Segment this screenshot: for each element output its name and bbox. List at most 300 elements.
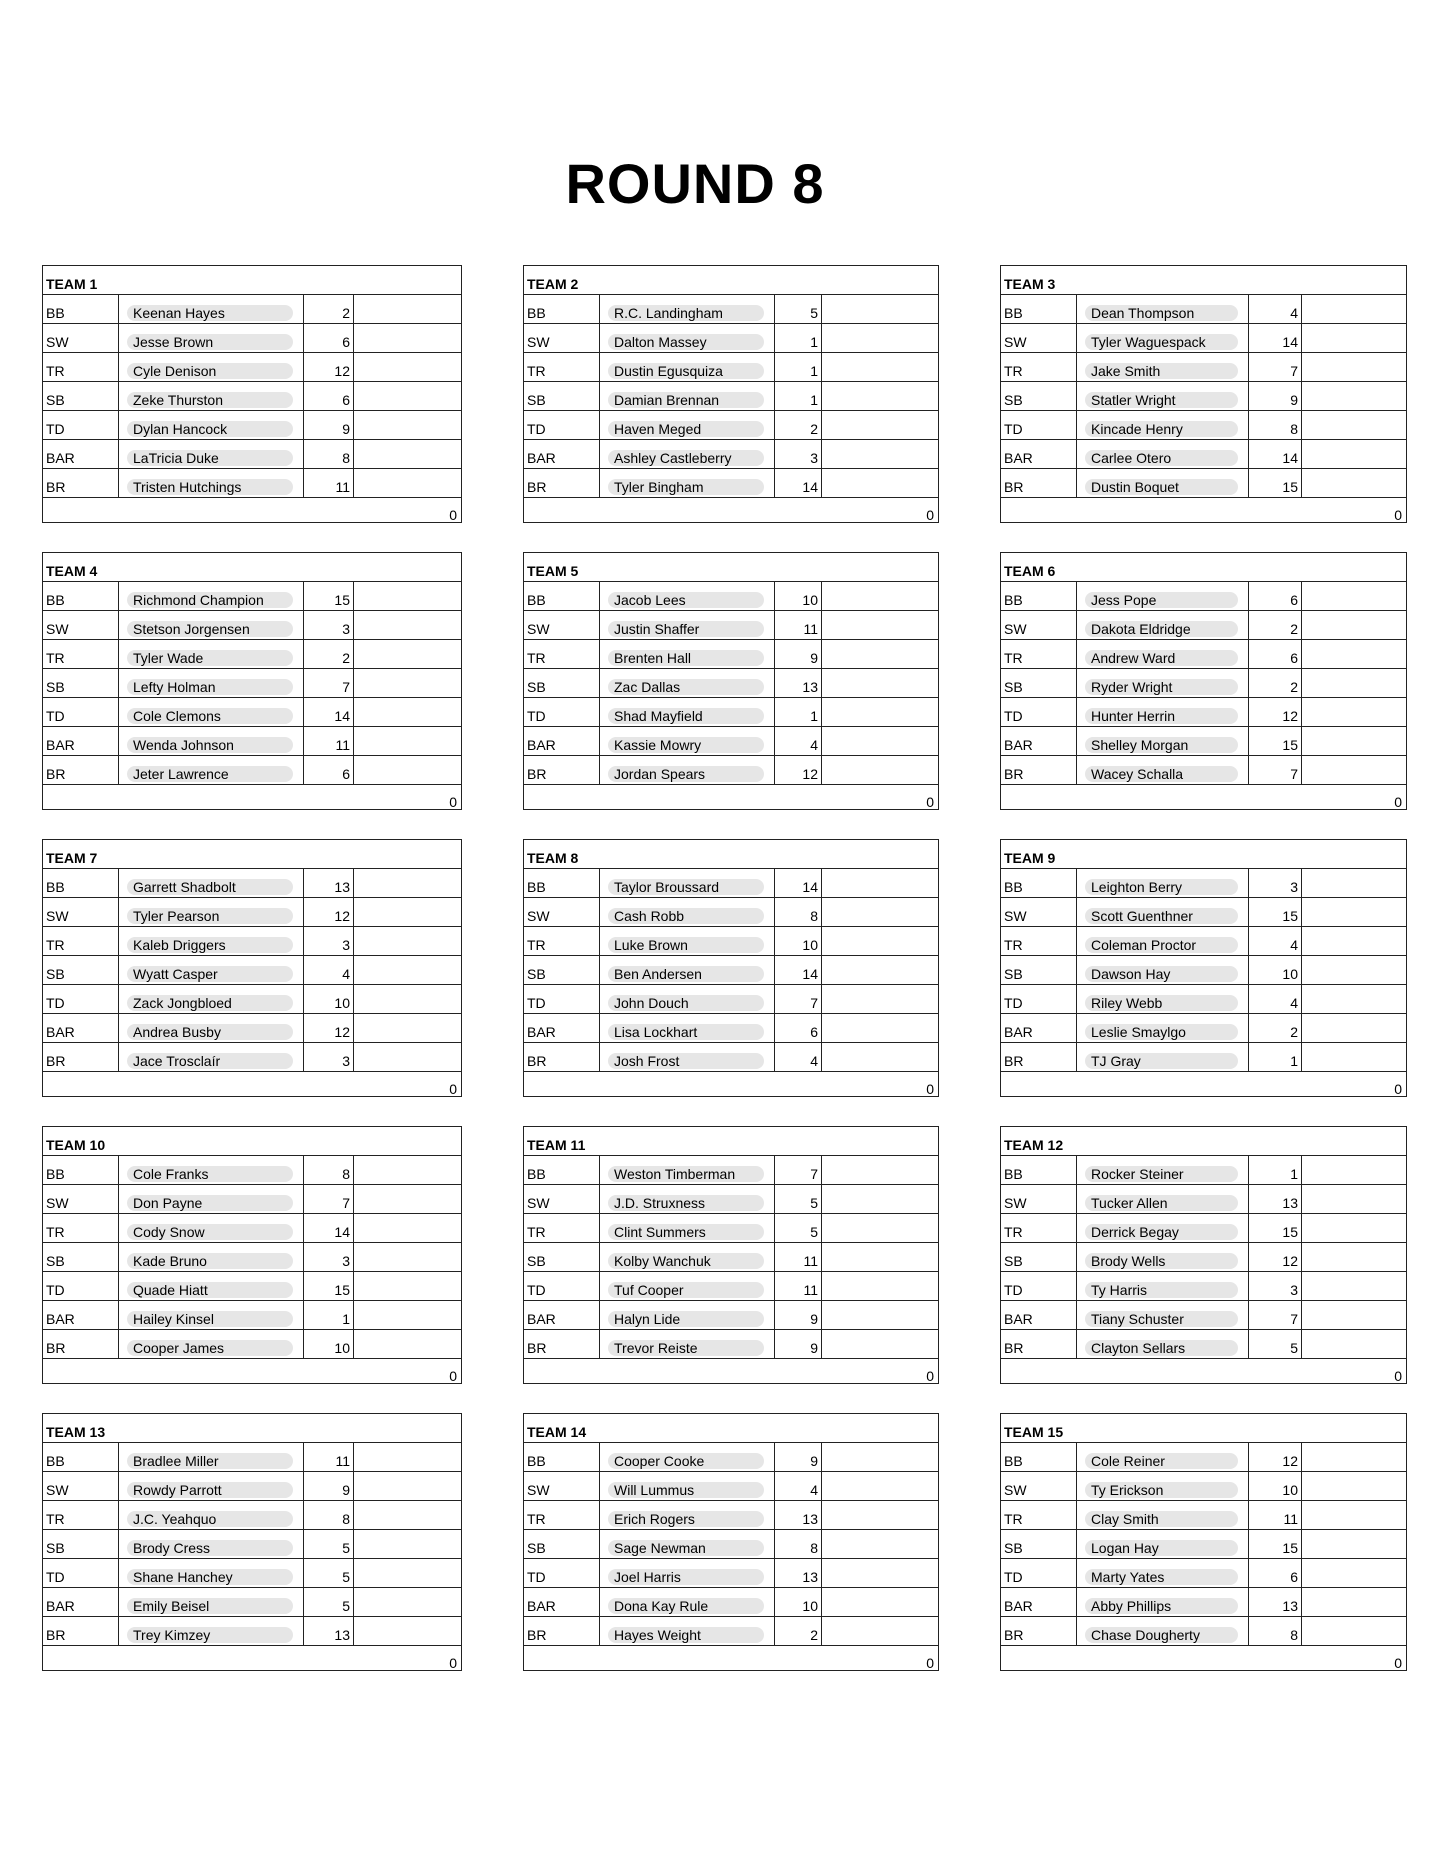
player-cell[interactable]: [119, 640, 304, 668]
score-cell[interactable]: [822, 1243, 938, 1271]
player-cell[interactable]: [119, 927, 304, 955]
player-cell[interactable]: [119, 1559, 304, 1587]
player-name: Marty Yates: [1085, 1569, 1238, 1585]
player-cell[interactable]: [119, 440, 304, 468]
player-cell[interactable]: [119, 669, 304, 697]
table-row: [524, 469, 938, 498]
score-cell[interactable]: [1302, 898, 1406, 926]
score-cell[interactable]: [822, 1472, 938, 1500]
player-cell[interactable]: [119, 756, 304, 784]
team-name: TEAM 1: [43, 266, 461, 295]
score-cell[interactable]: [1302, 382, 1406, 410]
player-cell[interactable]: [1077, 869, 1249, 897]
score-cell[interactable]: [822, 869, 938, 897]
table-row: [524, 985, 938, 1014]
player-cell[interactable]: [1077, 1185, 1249, 1213]
score-cell[interactable]: [1302, 869, 1406, 897]
player-cell[interactable]: [600, 640, 775, 668]
score-cell[interactable]: [354, 640, 461, 668]
event-code: BB: [1001, 582, 1077, 610]
player-cell[interactable]: [119, 1043, 304, 1071]
event-code: BR: [43, 1330, 119, 1358]
score-cell[interactable]: [354, 985, 461, 1013]
score-cell[interactable]: [822, 1330, 938, 1358]
player-cell[interactable]: [600, 582, 775, 610]
player-cell[interactable]: [119, 1472, 304, 1500]
score-cell[interactable]: [354, 1472, 461, 1500]
player-cell[interactable]: [600, 956, 775, 984]
score-cell[interactable]: [822, 1530, 938, 1558]
draw-number: 14: [775, 469, 822, 497]
score-cell[interactable]: [1302, 1156, 1406, 1184]
player-cell[interactable]: [119, 611, 304, 639]
player-cell[interactable]: [1077, 1214, 1249, 1242]
score-cell[interactable]: [822, 382, 938, 410]
player-cell[interactable]: [600, 1472, 775, 1500]
score-cell[interactable]: [1302, 611, 1406, 639]
player-cell[interactable]: [600, 1559, 775, 1587]
score-cell[interactable]: [354, 956, 461, 984]
score-cell[interactable]: [354, 582, 461, 610]
draw-number: 13: [775, 1559, 822, 1587]
player-cell[interactable]: [1077, 1472, 1249, 1500]
player-cell[interactable]: [600, 1301, 775, 1329]
table-row: [1001, 1243, 1406, 1272]
player-cell[interactable]: [119, 1185, 304, 1213]
player-name: Logan Hay: [1085, 1540, 1238, 1556]
event-code: TD: [43, 698, 119, 726]
player-cell[interactable]: [1077, 1014, 1249, 1042]
table-row: [43, 898, 461, 927]
score-cell[interactable]: [354, 353, 461, 381]
player-cell[interactable]: [1077, 440, 1249, 468]
team-total: 0: [926, 1368, 934, 1384]
player-cell[interactable]: [119, 1530, 304, 1558]
player-cell[interactable]: [600, 353, 775, 381]
player-cell[interactable]: [600, 698, 775, 726]
score-cell[interactable]: [822, 1156, 938, 1184]
score-cell[interactable]: [1302, 324, 1406, 352]
player-cell[interactable]: [1077, 956, 1249, 984]
player-cell[interactable]: [119, 1272, 304, 1300]
draw-number: 12: [775, 756, 822, 784]
player-cell[interactable]: [600, 1014, 775, 1042]
score-cell[interactable]: [822, 1501, 938, 1529]
player-cell[interactable]: [119, 727, 304, 755]
draw-number: 4: [775, 1043, 822, 1071]
table-row: [1001, 869, 1406, 898]
player-cell[interactable]: [600, 324, 775, 352]
event-code: BB: [43, 869, 119, 897]
player-cell[interactable]: [1077, 1588, 1249, 1616]
event-code: SB: [43, 1530, 119, 1558]
player-cell[interactable]: [1077, 1443, 1249, 1471]
score-cell[interactable]: [1302, 1014, 1406, 1042]
player-name: Kaleb Driggers: [127, 937, 293, 953]
draw-number: 12: [1249, 1243, 1302, 1271]
player-cell[interactable]: [119, 1214, 304, 1242]
table-row: [1001, 1272, 1406, 1301]
player-cell[interactable]: [600, 1043, 775, 1071]
score-cell[interactable]: [822, 1301, 938, 1329]
score-cell[interactable]: [1302, 698, 1406, 726]
player-cell[interactable]: [600, 756, 775, 784]
player-cell[interactable]: [119, 898, 304, 926]
event-code: SW: [43, 898, 119, 926]
score-cell[interactable]: [822, 1443, 938, 1471]
score-cell[interactable]: [822, 727, 938, 755]
draw-number: 13: [304, 869, 354, 897]
score-cell[interactable]: [1302, 440, 1406, 468]
score-cell[interactable]: [822, 898, 938, 926]
score-cell[interactable]: [1302, 295, 1406, 323]
score-cell[interactable]: [1302, 1043, 1406, 1071]
player-cell[interactable]: [1077, 1043, 1249, 1071]
player-name: Taylor Broussard: [608, 879, 764, 895]
score-cell[interactable]: [354, 756, 461, 784]
score-cell[interactable]: [1302, 1272, 1406, 1300]
event-code: SB: [43, 382, 119, 410]
player-cell[interactable]: [119, 1501, 304, 1529]
score-cell[interactable]: [1302, 756, 1406, 784]
score-cell[interactable]: [822, 669, 938, 697]
player-cell[interactable]: [119, 1588, 304, 1616]
score-cell[interactable]: [1302, 927, 1406, 955]
team-table: [1000, 839, 1407, 1097]
score-cell[interactable]: [822, 1214, 938, 1242]
score-cell[interactable]: [354, 1156, 461, 1184]
draw-number: 10: [304, 1330, 354, 1358]
player-cell[interactable]: [119, 411, 304, 439]
table-row: [524, 927, 938, 956]
score-cell[interactable]: [354, 1330, 461, 1358]
event-code: BAR: [43, 1588, 119, 1616]
player-name: Don Payne: [127, 1195, 293, 1211]
player-cell[interactable]: [600, 1330, 775, 1358]
score-cell[interactable]: [354, 440, 461, 468]
score-cell[interactable]: [1302, 727, 1406, 755]
player-cell[interactable]: [1077, 582, 1249, 610]
draw-number: 3: [1249, 1272, 1302, 1300]
score-cell[interactable]: [354, 727, 461, 755]
player-cell[interactable]: [600, 611, 775, 639]
player-name: Luke Brown: [608, 937, 764, 953]
player-cell[interactable]: [600, 1530, 775, 1558]
score-cell[interactable]: [1302, 1472, 1406, 1500]
player-cell[interactable]: [119, 956, 304, 984]
score-cell[interactable]: [822, 756, 938, 784]
score-cell[interactable]: [822, 1272, 938, 1300]
player-cell[interactable]: [1077, 727, 1249, 755]
team-name: TEAM 3: [1001, 266, 1406, 295]
table-row: [1001, 956, 1406, 985]
player-cell[interactable]: [600, 727, 775, 755]
player-cell[interactable]: [600, 295, 775, 323]
player-cell[interactable]: [600, 469, 775, 497]
player-cell[interactable]: [1077, 611, 1249, 639]
score-cell[interactable]: [822, 698, 938, 726]
player-cell[interactable]: [1077, 698, 1249, 726]
score-cell[interactable]: [354, 1014, 461, 1042]
event-code: SW: [1001, 898, 1077, 926]
score-cell[interactable]: [822, 1043, 938, 1071]
score-cell[interactable]: [354, 1272, 461, 1300]
player-cell[interactable]: [1077, 1617, 1249, 1645]
draw-number: 11: [304, 1443, 354, 1471]
score-cell[interactable]: [354, 1443, 461, 1471]
score-cell[interactable]: [1302, 1330, 1406, 1358]
score-cell[interactable]: [354, 698, 461, 726]
score-cell[interactable]: [354, 1501, 461, 1529]
player-cell[interactable]: [1077, 756, 1249, 784]
player-name: Dalton Massey: [608, 334, 764, 350]
player-cell[interactable]: [1077, 1156, 1249, 1184]
score-cell[interactable]: [354, 611, 461, 639]
event-code: SW: [1001, 611, 1077, 639]
player-cell[interactable]: [600, 1501, 775, 1529]
score-cell[interactable]: [354, 869, 461, 897]
score-cell[interactable]: [822, 640, 938, 668]
player-cell[interactable]: [119, 1156, 304, 1184]
draw-number: 14: [1249, 440, 1302, 468]
draw-number: 13: [1249, 1588, 1302, 1616]
draw-number: 15: [1249, 1214, 1302, 1242]
score-cell[interactable]: [1302, 1185, 1406, 1213]
player-name: Derrick Begay: [1085, 1224, 1238, 1240]
draw-number: 3: [1249, 869, 1302, 897]
player-cell[interactable]: [600, 1443, 775, 1471]
score-cell[interactable]: [1302, 411, 1406, 439]
player-name: Leslie Smaylgo: [1085, 1024, 1238, 1040]
score-cell[interactable]: [822, 324, 938, 352]
score-cell[interactable]: [354, 1559, 461, 1587]
player-name: Dakota Eldridge: [1085, 621, 1238, 637]
draw-number: 6: [1249, 640, 1302, 668]
score-cell[interactable]: [354, 1214, 461, 1242]
player-cell[interactable]: [119, 1443, 304, 1471]
player-name: Tyler Bingham: [608, 479, 764, 495]
score-cell[interactable]: [1302, 669, 1406, 697]
event-code: TR: [1001, 1501, 1077, 1529]
score-cell[interactable]: [822, 1559, 938, 1587]
score-cell[interactable]: [354, 1588, 461, 1616]
player-cell[interactable]: [600, 985, 775, 1013]
table-row: [1001, 898, 1406, 927]
score-cell[interactable]: [1302, 1559, 1406, 1587]
score-cell[interactable]: [1302, 1588, 1406, 1616]
player-cell[interactable]: [119, 698, 304, 726]
player-cell[interactable]: [119, 1243, 304, 1271]
score-cell[interactable]: [1302, 469, 1406, 497]
score-cell[interactable]: [822, 582, 938, 610]
score-cell[interactable]: [822, 295, 938, 323]
event-code: BR: [1001, 1043, 1077, 1071]
score-cell[interactable]: [354, 1185, 461, 1213]
player-name: Cole Clemons: [127, 708, 293, 724]
score-cell[interactable]: [822, 1588, 938, 1616]
player-cell[interactable]: [600, 669, 775, 697]
player-cell[interactable]: [600, 869, 775, 897]
player-cell[interactable]: [1077, 1330, 1249, 1358]
player-cell[interactable]: [1077, 927, 1249, 955]
score-cell[interactable]: [1302, 1214, 1406, 1242]
player-cell[interactable]: [119, 1014, 304, 1042]
team-total: 0: [926, 1081, 934, 1097]
event-code: BR: [524, 469, 600, 497]
player-cell[interactable]: [600, 1156, 775, 1184]
player-cell[interactable]: [1077, 295, 1249, 323]
player-cell[interactable]: [1077, 1501, 1249, 1529]
score-cell[interactable]: [354, 324, 461, 352]
player-cell[interactable]: [119, 1617, 304, 1645]
score-cell[interactable]: [354, 1043, 461, 1071]
event-code: TD: [524, 1559, 600, 1587]
score-cell[interactable]: [822, 353, 938, 381]
event-code: BB: [1001, 1443, 1077, 1471]
draw-number: 7: [304, 1185, 354, 1213]
player-cell[interactable]: [1077, 1243, 1249, 1271]
player-cell[interactable]: [119, 382, 304, 410]
player-cell[interactable]: [119, 1301, 304, 1329]
player-name: Cash Robb: [608, 908, 764, 924]
player-cell[interactable]: [600, 1185, 775, 1213]
table-row: [524, 756, 938, 785]
score-cell[interactable]: [822, 440, 938, 468]
score-cell[interactable]: [1302, 956, 1406, 984]
score-cell[interactable]: [1302, 1501, 1406, 1529]
player-cell[interactable]: [600, 440, 775, 468]
event-code: SB: [524, 956, 600, 984]
player-cell[interactable]: [119, 469, 304, 497]
player-cell[interactable]: [1077, 382, 1249, 410]
table-row: [524, 1272, 938, 1301]
draw-number: 13: [775, 669, 822, 697]
player-cell[interactable]: [119, 1330, 304, 1358]
score-cell[interactable]: [822, 956, 938, 984]
score-cell[interactable]: [354, 898, 461, 926]
table-row: [524, 611, 938, 640]
player-cell[interactable]: [600, 1214, 775, 1242]
score-cell[interactable]: [822, 927, 938, 955]
score-cell[interactable]: [1302, 1443, 1406, 1471]
score-cell[interactable]: [354, 1243, 461, 1271]
event-code: SB: [524, 669, 600, 697]
score-cell[interactable]: [1302, 1530, 1406, 1558]
team-table: [42, 1126, 462, 1384]
player-cell[interactable]: [1077, 898, 1249, 926]
team-table: [523, 1126, 939, 1384]
score-cell[interactable]: [822, 985, 938, 1013]
player-cell[interactable]: [1077, 1301, 1249, 1329]
table-row: [1001, 382, 1406, 411]
draw-number: 9: [775, 1443, 822, 1471]
player-name: Rowdy Parrott: [127, 1482, 293, 1498]
player-cell[interactable]: [119, 582, 304, 610]
player-cell[interactable]: [600, 382, 775, 410]
table-row: [1001, 582, 1406, 611]
score-cell[interactable]: [1302, 1617, 1406, 1645]
score-cell[interactable]: [354, 927, 461, 955]
player-cell[interactable]: [119, 869, 304, 897]
player-cell[interactable]: [600, 1588, 775, 1616]
score-cell[interactable]: [1302, 353, 1406, 381]
player-cell[interactable]: [600, 1617, 775, 1645]
score-cell[interactable]: [354, 669, 461, 697]
player-cell[interactable]: [600, 927, 775, 955]
table-row: [524, 1043, 938, 1072]
player-cell[interactable]: [1077, 985, 1249, 1013]
score-cell[interactable]: [822, 1185, 938, 1213]
player-cell[interactable]: [1077, 669, 1249, 697]
score-cell[interactable]: [822, 1014, 938, 1042]
draw-number: 6: [304, 756, 354, 784]
player-cell[interactable]: [1077, 411, 1249, 439]
score-cell[interactable]: [822, 1617, 938, 1645]
event-code: TR: [1001, 1214, 1077, 1242]
player-cell[interactable]: [119, 295, 304, 323]
score-cell[interactable]: [1302, 1301, 1406, 1329]
score-cell[interactable]: [822, 411, 938, 439]
player-cell[interactable]: [1077, 324, 1249, 352]
player-cell[interactable]: [1077, 469, 1249, 497]
player-name: Tyler Wade: [127, 650, 293, 666]
draw-number: 12: [1249, 1443, 1302, 1471]
score-cell[interactable]: [354, 382, 461, 410]
event-code: TD: [524, 411, 600, 439]
score-cell[interactable]: [822, 611, 938, 639]
player-cell[interactable]: [600, 898, 775, 926]
score-cell[interactable]: [1302, 640, 1406, 668]
player-cell[interactable]: [1077, 1272, 1249, 1300]
player-cell[interactable]: [119, 353, 304, 381]
table-row: [524, 698, 938, 727]
score-cell[interactable]: [1302, 985, 1406, 1013]
team-total: 0: [449, 507, 457, 523]
player-cell[interactable]: [1077, 1530, 1249, 1558]
score-cell[interactable]: [354, 469, 461, 497]
draw-number: 4: [1249, 295, 1302, 323]
event-code: BB: [43, 295, 119, 323]
player-cell[interactable]: [600, 1243, 775, 1271]
score-cell[interactable]: [354, 1301, 461, 1329]
score-cell[interactable]: [1302, 1243, 1406, 1271]
event-code: TD: [43, 1559, 119, 1587]
player-name: Kassie Mowry: [608, 737, 764, 753]
table-row: [524, 1617, 938, 1646]
player-cell[interactable]: [119, 324, 304, 352]
score-cell[interactable]: [354, 1530, 461, 1558]
player-cell[interactable]: [1077, 353, 1249, 381]
draw-number: 12: [304, 1014, 354, 1042]
player-cell[interactable]: [119, 985, 304, 1013]
event-code: SW: [1001, 1472, 1077, 1500]
score-cell[interactable]: [354, 411, 461, 439]
score-cell[interactable]: [354, 295, 461, 323]
player-cell[interactable]: [1077, 1559, 1249, 1587]
player-cell[interactable]: [600, 1272, 775, 1300]
score-cell[interactable]: [354, 1617, 461, 1645]
player-name: Clayton Sellars: [1085, 1340, 1238, 1356]
event-code: BB: [1001, 1156, 1077, 1184]
player-name: Halyn Lide: [608, 1311, 764, 1327]
player-cell[interactable]: [600, 411, 775, 439]
score-cell[interactable]: [1302, 582, 1406, 610]
player-cell[interactable]: [1077, 640, 1249, 668]
score-cell[interactable]: [822, 469, 938, 497]
draw-number: 14: [304, 698, 354, 726]
event-code: SB: [1001, 1530, 1077, 1558]
table-row: [524, 1214, 938, 1243]
